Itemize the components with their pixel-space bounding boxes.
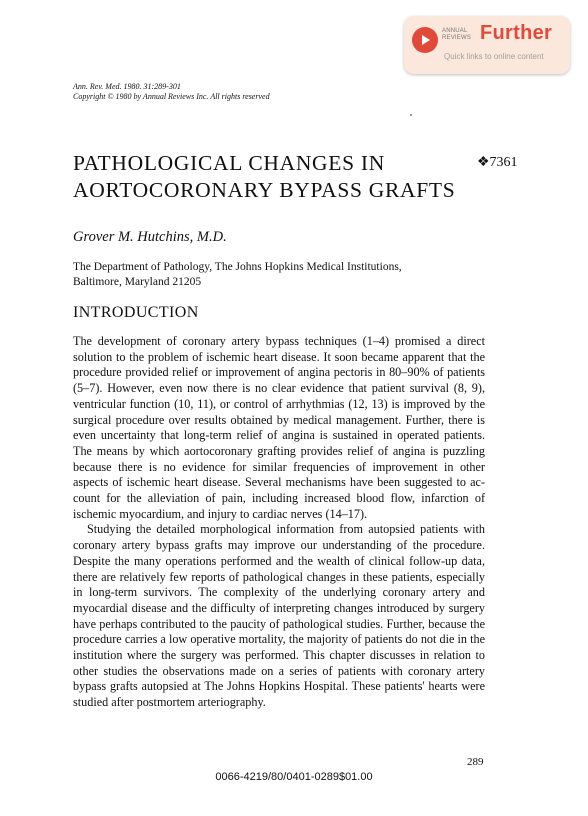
article-body <box>73 334 485 711</box>
citation-meta <box>73 82 270 102</box>
affiliation-line-2: Baltimore, Maryland 21205 <box>73 276 202 288</box>
article-code: ❖7361 <box>477 155 518 170</box>
further-label: Further <box>480 22 553 44</box>
paragraph-1: The development of coronary artery bypass techniques (1–4) promised a direct solution to the problem of ischemic heart disease. It soon became apparent that the procedure provided relief or improvement of angina pectoris in 80–90% of patients (5–7). However, even now there is no clear evidence that patient survival (8, 9), ventricular function (10, 11), or control of arrhythmias (12, 13) is improved by the surgical procedure over results obtained by medical management. Further, there is even uncertainty that long-term relief of angina is sustained in operated patients. The means by which aortocoronary grafting provides relief of angina is puzzling because there is no evidence for similar frequencies of improvement in other aspects of ischemic heart disease. Several mechanisms have been suggested to account for the alleviation of pain, including increased blood flow, infarction of ischemic myocardium, and injury to cardiac nerves (14–17). <box>73 334 485 521</box>
article-title <box>73 150 455 204</box>
footer-code: 0066-4219/80/0401-0289$01.00 <box>215 771 373 783</box>
title-line-2: AORTOCORONARY BYPASS GRAFTS <box>73 178 456 202</box>
section-heading: INTRODUCTION <box>73 304 199 321</box>
paragraph-2: Studying the detailed morphological information from autopsied patients with coronary artery bypass grafts may improve our understanding of the procedure. Despite the many operations performed and the wealth of clinical follow-up data, there are relatively few reports of pathological changes in these patients, especially in long-term survivors. The complexity of the underlying coronary artery and myocardial disease and the difficulty of interpreting changes introduced by surgery have perhaps contributed to the paucity of pathological studies. Further, because the procedure carries a low operative mortality, the majority of patients do not die in the institution where the surgery was performed. This chapter discusses in relation to other studies the observations made on a series of patients with coronary artery bypass grafts autopsied at The Johns Hopkins Hospital. These patients' hearts were studied after postmortem arteriography. <box>73 522 485 710</box>
further-tagline: Quick links to online content <box>444 52 544 61</box>
play-icon <box>412 27 438 53</box>
author-name: Grover M. Hutchins, M.D. <box>73 229 227 245</box>
copyright-line: Copyright © 1980 by Annual Reviews Inc. All rights reserved <box>73 92 270 101</box>
page-number: 289 <box>467 756 484 768</box>
title-line-1: PATHOLOGICAL CHANGES IN <box>73 151 385 175</box>
annual-reviews-logo-text: ANNUAL REVIEWS <box>442 28 472 41</box>
affiliation <box>73 260 493 290</box>
affiliation-line-1: The Department of Pathology, The Johns Hopkins Medical Institutions, <box>73 261 402 273</box>
citation-line: Ann. Rev. Med. 1980. 31:289-301 <box>73 82 181 91</box>
further-badge[interactable] <box>404 16 570 74</box>
speck <box>410 114 412 116</box>
